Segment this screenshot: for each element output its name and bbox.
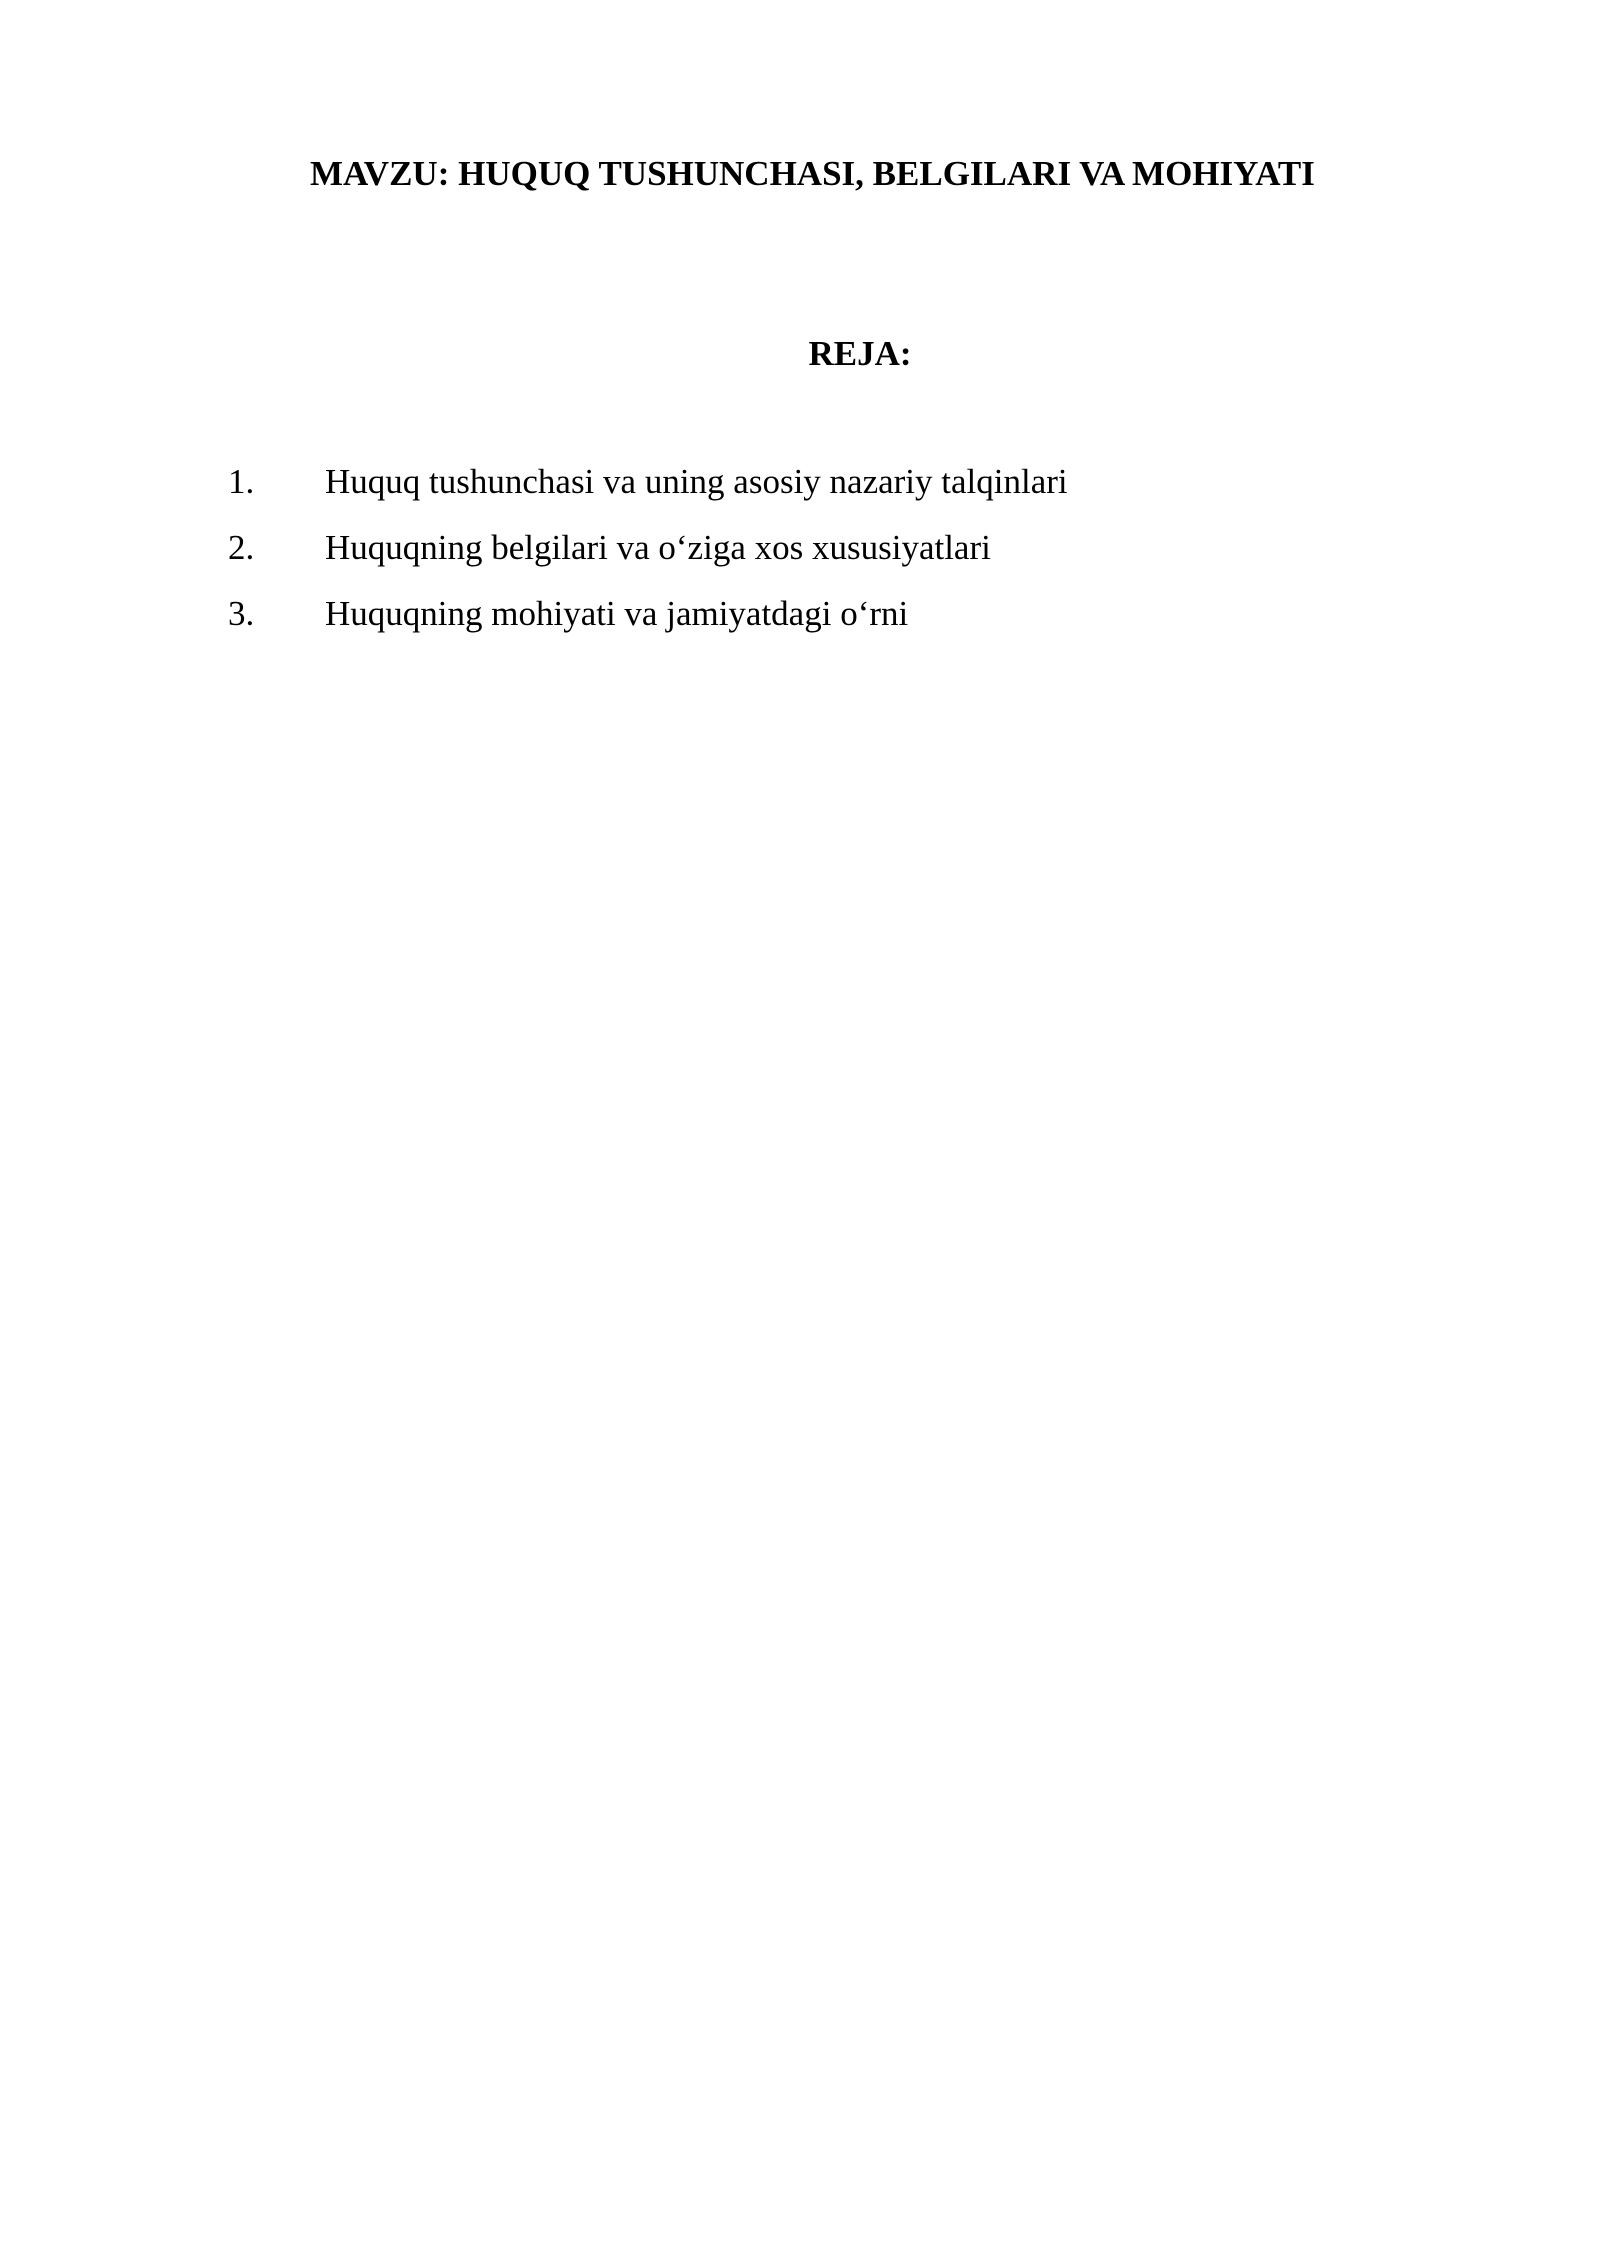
plan-item: [228, 590, 1428, 656]
plan-item: [228, 524, 1428, 590]
plan-item-number: 2.: [228, 528, 255, 567]
plan-item-text: Huquq tushunchasi va uning asosiy nazariy talqinlari: [325, 462, 1068, 501]
plan-heading: REJA:: [808, 334, 912, 373]
plan-item-text: Huquqning mohiyati va jamiyatdagi o‘rni: [325, 594, 909, 633]
document-title: MAVZU: HUQUQ TUSHUNCHASI, BELGILARI VA MOHIYATI: [310, 154, 1315, 193]
plan-item-number: 3.: [228, 594, 255, 633]
plan-list: [228, 458, 1428, 656]
plan-item-number: 1.: [228, 462, 255, 501]
plan-item: [228, 458, 1428, 524]
plan-item-text: Huquqning belgilari va o‘ziga xos xususiyatlari: [325, 528, 991, 567]
